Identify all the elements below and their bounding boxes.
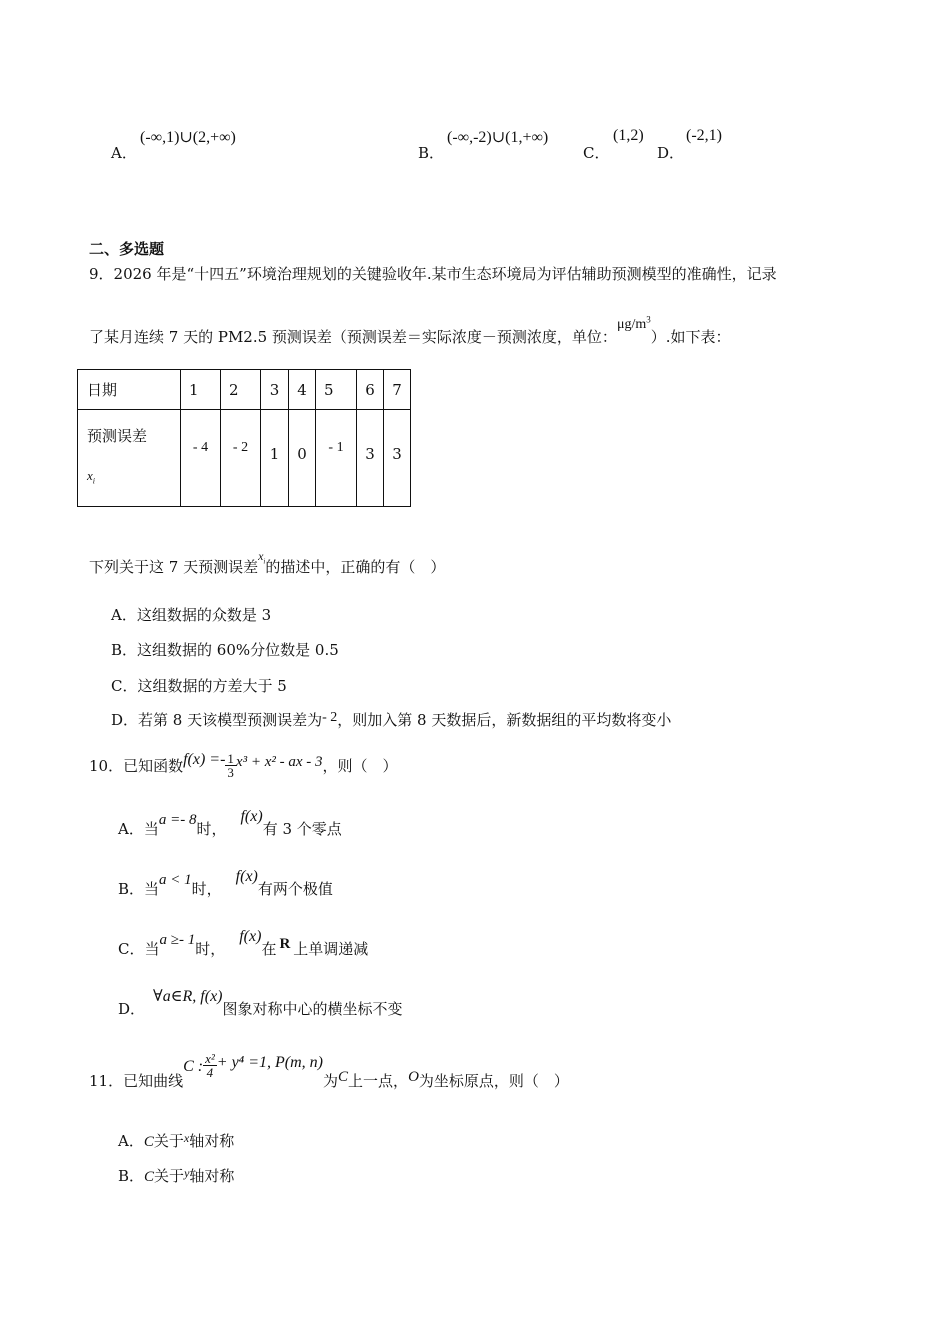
q10-option-b: [118, 862, 333, 898]
q8-option-a-label: A．: [111, 144, 137, 162]
q8-option-a-expr: (-∞,1)∪(2,+∞): [140, 129, 236, 146]
table-cell-error: 0: [289, 410, 316, 507]
table-cell-day: 1: [181, 370, 221, 410]
q11-frac-den: 4: [203, 1065, 217, 1079]
var-subscript: i: [263, 557, 266, 566]
q9-stem-line2-a: 了某月连续 7 天的 PM2.5 预测误差（预测误差＝实际浓度－预测浓度，单位：: [89, 328, 617, 346]
q10-rest-expr: x³ + x² - ax - 3: [235, 753, 323, 770]
q10-option-c-cond: a ≥- 1: [159, 932, 196, 948]
q11-option-a-var: x: [183, 1131, 190, 1145]
q8-option-b-expr: (-∞,-2)∪(1,+∞): [447, 129, 549, 146]
q8-option-b-label: B．: [418, 144, 445, 162]
table-header-error: [78, 410, 181, 507]
q11-option-b-var: y: [184, 1166, 190, 1180]
q10-option-a-end: 有 3 个零点: [262, 820, 342, 838]
table-cell-day: 4: [289, 370, 316, 410]
table-cell-error: - 2: [221, 410, 261, 507]
q11-option-b-label: B．: [118, 1167, 145, 1185]
section-heading: 二、多选题: [89, 240, 165, 258]
q9-option-d-value: - 2: [322, 710, 338, 725]
table-cell-day: 6: [357, 370, 384, 410]
q10-prefix: 10．已知函数: [89, 756, 184, 775]
table-cell-error: 3: [357, 410, 384, 507]
q10-option-a-f: f(x): [240, 808, 263, 825]
table-cell-day: 7: [384, 370, 411, 410]
q9-stem-line2-b: ）.如下表：: [650, 328, 731, 346]
q9-option-b: B．这组数据的 60%分位数是 0.5: [111, 641, 339, 659]
q10-option-a: [118, 802, 342, 838]
q11-c-lhs: C :: [183, 1058, 204, 1075]
q9-unit-exp: 3: [646, 314, 651, 325]
table-header-date: 日期: [78, 370, 181, 410]
q10-option-b-end: 有两个极值: [257, 880, 333, 898]
var-x: x: [87, 468, 93, 483]
q9-unit: [616, 314, 651, 332]
q9-question-var: [258, 549, 266, 566]
table-cell-error: 3: [384, 410, 411, 507]
q10-frac-den: 3: [227, 764, 234, 780]
table-cell-day: 5: [316, 370, 357, 410]
q11-mid1: 为: [323, 1071, 339, 1090]
q8-option-d-expr: (-2,1): [686, 127, 722, 144]
q11-rest: + y⁴ =1, P(m, n): [216, 1054, 324, 1071]
q10-f-expr: f(x) =-: [183, 751, 226, 768]
q11-prefix: 11．已知曲线: [89, 1071, 184, 1090]
q11-fraction: [203, 1052, 217, 1079]
q10-option-c-in: 在: [261, 940, 277, 958]
q10-option-d: [118, 982, 403, 1018]
q10-stem: [89, 744, 398, 786]
q9-question-a: 下列关于这 7 天预测误差: [89, 558, 259, 576]
q11-suffix: 为坐标原点，则（ ）: [418, 1071, 569, 1090]
q11-option-b-mid: 关于: [154, 1167, 185, 1185]
q9-unit-base: μg/m: [616, 317, 647, 332]
q9-option-d-b: ，则加入第 8 天数据后，新数据组的平均数将变小: [337, 711, 672, 729]
q10-option-d-label: D．: [118, 1000, 146, 1018]
q8-option-d-label: D．: [657, 144, 685, 162]
q9-option-a: A．这组数据的众数是 3: [111, 606, 272, 624]
table-cell-error: - 1: [316, 410, 357, 507]
q9-error-table: [77, 369, 411, 507]
q10-option-c: [118, 922, 368, 958]
q10-fraction: [225, 752, 236, 779]
q11-option-b: [118, 1165, 234, 1186]
q11-option-a-end: 轴对称: [189, 1132, 235, 1150]
q10-option-d-expr: ∀a∈R, f(x): [153, 988, 223, 1005]
q10-option-b-cond: a < 1: [159, 872, 192, 888]
q11-frac-num: x²: [205, 1050, 215, 1066]
q8-option-c-label: C．: [583, 144, 610, 162]
q11-mid-c: C: [338, 1068, 349, 1085]
table-cell-day: 3: [261, 370, 289, 410]
q10-option-b-f: f(x): [235, 868, 258, 885]
q10-option-a-cond: a =- 8: [158, 812, 197, 828]
q9-option-d-a: D．若第 8 天该模型预测误差为: [111, 711, 323, 729]
q10-option-c-f: f(x): [239, 928, 262, 945]
q11-option-a-mid: 关于: [153, 1132, 184, 1150]
q10-frac-num: 1: [227, 750, 234, 766]
table-cell-error: - 4: [181, 410, 221, 507]
q11-mid-o: O: [408, 1068, 419, 1085]
q9-stem-line1: 9．2026 年是“十四五”环境治理规划的关键验收年.某市生态环境局为评估辅助预测模型的准确性，记录: [89, 265, 777, 283]
q9-option-c: C．这组数据的方差大于 5: [111, 677, 287, 695]
q11-option-a-c: C: [143, 1134, 154, 1150]
q11-option-a: [118, 1130, 234, 1151]
q11-stem: [89, 1042, 569, 1088]
q8-option-c-expr: (1,2): [613, 127, 644, 144]
var-subscript: i: [92, 476, 96, 486]
q8-option-a: [111, 142, 137, 163]
q10-option-b-label: B．当: [118, 880, 160, 898]
q9-question-b: 的描述中，正确的有（ ）: [265, 558, 446, 576]
q11-mid2: 上一点，: [348, 1071, 409, 1090]
q9-option-d: [111, 709, 671, 730]
q10-option-d-end: 图象对称中心的横坐标不变: [222, 1000, 403, 1018]
q10-option-a-mid: 时，: [196, 820, 227, 838]
table-header-error-var: [87, 468, 180, 486]
q10-option-c-mid: 时，: [195, 940, 226, 958]
q10-option-a-label: A．当: [118, 820, 159, 838]
q8-option-b: [418, 142, 444, 163]
q9-question: [89, 549, 446, 577]
table-row-errors: [78, 410, 411, 507]
var-x: x: [258, 549, 264, 563]
q10-option-b-mid: 时，: [191, 880, 222, 898]
q10-suffix: ，则（ ）: [322, 756, 398, 775]
table-cell-day: 2: [221, 370, 261, 410]
table-header-error-label: 预测误差: [87, 427, 148, 445]
q10-option-c-r: R: [279, 936, 291, 952]
q10-option-c-end: 上单调递减: [293, 940, 369, 958]
q10-option-c-label: C．当: [118, 940, 160, 958]
q11-option-b-end: 轴对称: [189, 1167, 235, 1185]
q11-option-b-c: C: [144, 1169, 155, 1185]
q11-option-a-label: A．: [118, 1132, 144, 1150]
table-row-days: [78, 370, 411, 410]
table-cell-error: 1: [261, 410, 289, 507]
